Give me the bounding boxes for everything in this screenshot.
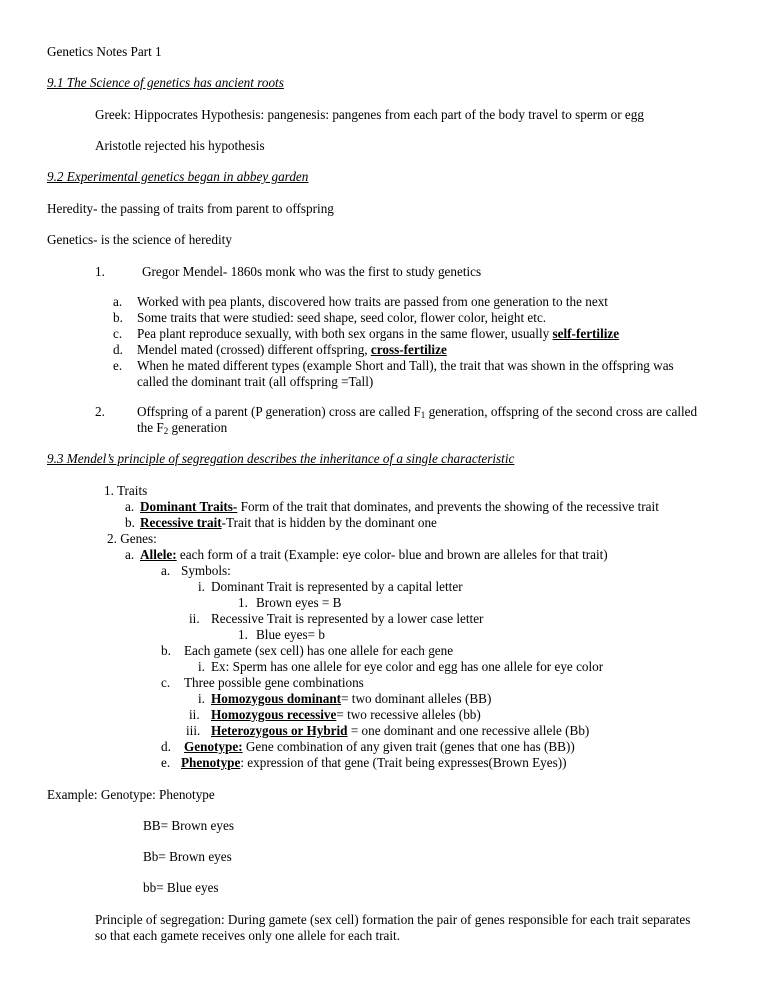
outline-item bbox=[211, 723, 589, 739]
outline-letter: c. bbox=[161, 675, 171, 690]
definition-genetics: Genetics- is the science of heredity bbox=[47, 232, 232, 247]
outline-letter: d. bbox=[161, 739, 171, 754]
outline-roman: ii. bbox=[189, 611, 200, 626]
term-phenotype: Phenotype bbox=[181, 755, 241, 770]
principle-of-segregation: Principle of segregation: During gamete (sex cell) formation the pair of genes responsible for each trait separates bbox=[95, 912, 691, 927]
list-item: Worked with pea plants, discovered how traits are passed from one generation to the next bbox=[137, 294, 608, 309]
term-recessive-trait: Recessive trait bbox=[140, 515, 222, 530]
list-item-continued bbox=[137, 420, 227, 436]
text: the F bbox=[137, 420, 164, 435]
outline-item: Dominant Trait is represented by a capital letter bbox=[211, 579, 463, 594]
outline-number: 1. bbox=[238, 627, 248, 642]
list-number: 1. bbox=[95, 264, 105, 279]
example-heading: Example: Genotype: Phenotype bbox=[47, 787, 215, 802]
heading-9-1: 9.1 The Science of genetics has ancient roots bbox=[47, 75, 284, 90]
text: = one dominant and one recessive allele (Bb) bbox=[347, 723, 590, 738]
example-item: Bb= Brown eyes bbox=[143, 849, 232, 864]
text: generation, offspring of the second cross are called bbox=[425, 404, 698, 419]
heading-9-3: 9.3 Mendel’s principle of segregation describes the inheritance of a single characteristic bbox=[47, 451, 515, 466]
subscript: 2 bbox=[163, 426, 169, 436]
outline-item: 2. Genes: bbox=[107, 531, 157, 546]
text: Gene combination of any given trait (genes that one has (BB)) bbox=[242, 739, 575, 754]
list-item: Some traits that were studied: seed shape, seed color, flower color, height etc. bbox=[137, 310, 547, 325]
text: Offspring of a parent (P generation) cross are called F bbox=[137, 404, 421, 419]
outline-item: Recessive Trait is represented by a lower case letter bbox=[211, 611, 484, 626]
list-letter: c. bbox=[113, 326, 123, 341]
term-self-fertilize: self-fertilize bbox=[552, 326, 620, 341]
text: : expression of that gene (Trait being expresses(Brown Eyes)) bbox=[240, 755, 567, 770]
example-item: BB= Brown eyes bbox=[143, 818, 234, 833]
outline-roman: i. bbox=[198, 659, 205, 674]
outline-item: 1. Traits bbox=[104, 483, 148, 498]
outline-letter: e. bbox=[161, 755, 171, 770]
outline-item: Brown eyes = B bbox=[256, 595, 342, 610]
outline-item: Symbols: bbox=[181, 563, 231, 578]
text: Form of the trait that dominates, and prevents the showing of the recessive trait bbox=[237, 499, 659, 514]
term-homozygous-recessive: Homozygous recessive bbox=[211, 707, 337, 722]
term-heterozygous: Heterozygous or Hybrid bbox=[211, 723, 348, 738]
outline-letter: a. bbox=[125, 547, 135, 562]
outline-roman: i. bbox=[198, 579, 205, 594]
outline-item bbox=[181, 755, 567, 771]
outline-roman: i. bbox=[198, 691, 205, 706]
list-item bbox=[137, 342, 447, 358]
outline-roman: iii. bbox=[186, 723, 201, 738]
list-letter: a. bbox=[113, 294, 123, 309]
outline-item bbox=[211, 691, 491, 707]
text: -Trait that is hidden by the dominant one bbox=[221, 515, 437, 530]
outline-item: Ex: Sperm has one allele for eye color and egg has one allele for eye color bbox=[211, 659, 604, 674]
list-letter: b. bbox=[113, 310, 123, 325]
outline-roman: ii. bbox=[189, 707, 200, 722]
term-genotype: Genotype: bbox=[184, 739, 243, 754]
list-item-text: Pea plant reproduce sexually, with both sex organs in the same flower, usually bbox=[137, 326, 553, 341]
example-item: bb= Blue eyes bbox=[143, 880, 219, 895]
term-dominant-traits: Dominant Traits- bbox=[140, 499, 238, 514]
list-item: Gregor Mendel- 1860s monk who was the first to study genetics bbox=[142, 264, 482, 279]
text: generation bbox=[168, 420, 228, 435]
outline-letter: a. bbox=[125, 499, 135, 514]
outline-letter: b. bbox=[125, 515, 135, 530]
term-cross-fertilize: cross-fertilize bbox=[370, 342, 447, 357]
outline-item: Three possible gene combinations bbox=[184, 675, 364, 690]
outline-item bbox=[184, 739, 575, 755]
heading-9-2: 9.2 Experimental genetics began in abbey garden bbox=[47, 169, 309, 184]
page-title: Genetics Notes Part 1 bbox=[47, 44, 162, 59]
list-item-continued: called the dominant trait (all offspring =Tall) bbox=[137, 374, 374, 389]
definition-heredity: Heredity- the passing of traits from parent to offspring bbox=[47, 201, 334, 216]
list-number: 2. bbox=[95, 404, 105, 419]
outline-number: 1. bbox=[238, 595, 248, 610]
subscript: 1 bbox=[420, 410, 426, 420]
term-allele: Allele: bbox=[140, 547, 177, 562]
outline-item bbox=[140, 499, 659, 515]
principle-of-segregation-continued: so that each gamete receives only one allele for each trait. bbox=[95, 928, 400, 943]
outline-letter: b. bbox=[161, 643, 171, 658]
outline-item bbox=[140, 547, 608, 563]
paragraph: Greek: Hippocrates Hypothesis: pangenesis: pangenes from each part of the body travel to sperm or egg bbox=[95, 107, 644, 122]
list-item bbox=[137, 326, 619, 342]
text: each form of a trait (Example: eye color- blue and brown are alleles for that trait) bbox=[176, 547, 608, 562]
outline-item: Blue eyes= b bbox=[256, 627, 325, 642]
list-item-text: Mendel mated (crossed) different offspring, bbox=[137, 342, 371, 357]
list-item: When he mated different types (example Short and Tall), the trait that was shown in the offspring was bbox=[137, 358, 674, 373]
list-letter: d. bbox=[113, 342, 123, 357]
list-letter: e. bbox=[113, 358, 123, 373]
outline-letter: a. bbox=[161, 563, 171, 578]
list-item bbox=[137, 404, 697, 420]
text: = two recessive alleles (bb) bbox=[336, 707, 481, 722]
paragraph: Aristotle rejected his hypothesis bbox=[95, 138, 265, 153]
text: = two dominant alleles (BB) bbox=[341, 691, 492, 706]
outline-item bbox=[211, 707, 481, 723]
outline-item: Each gamete (sex cell) has one allele for each gene bbox=[184, 643, 454, 658]
term-homozygous-dominant: Homozygous dominant bbox=[211, 691, 342, 706]
outline-item bbox=[140, 515, 437, 531]
